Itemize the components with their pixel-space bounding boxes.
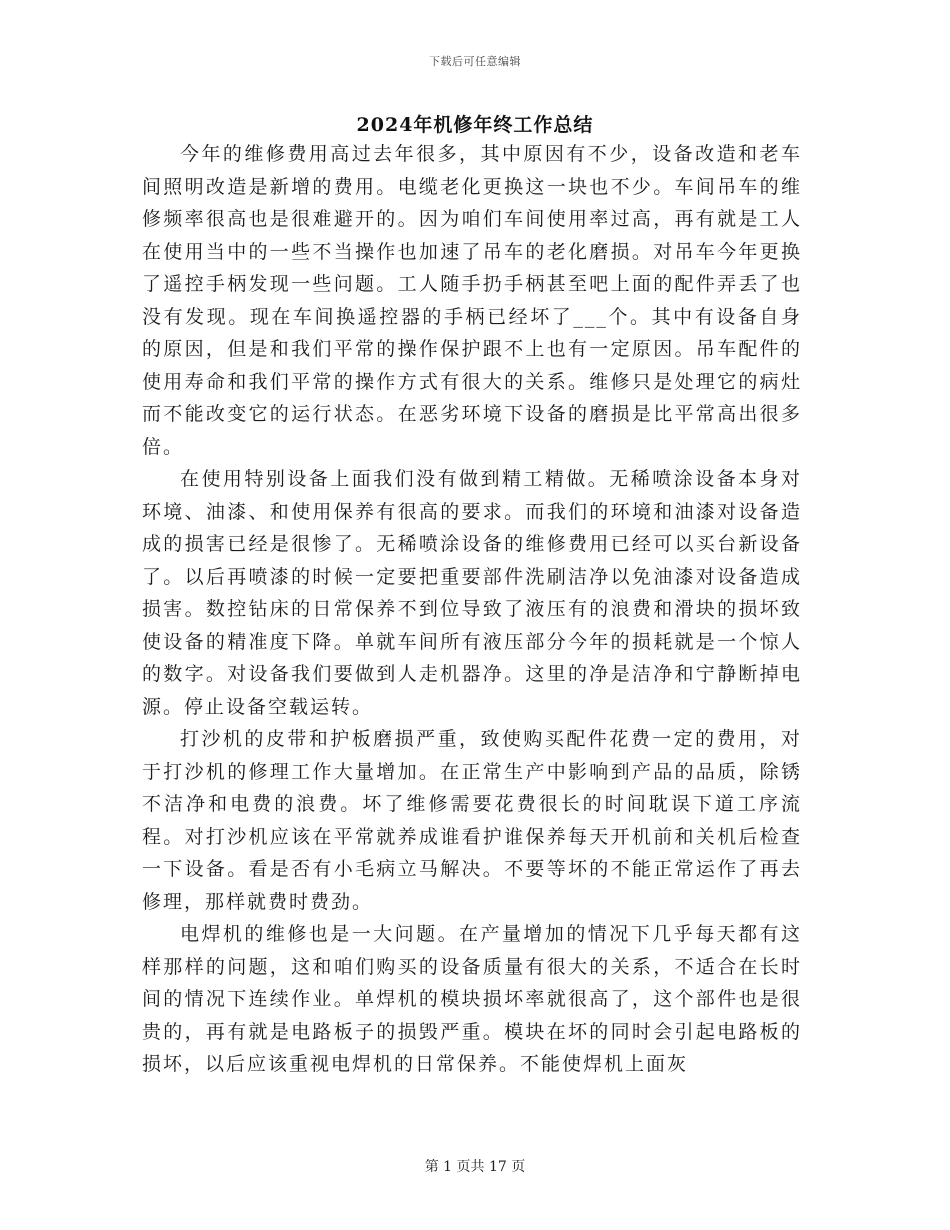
- page-footer: 第 1 页共 17 页: [424, 1159, 526, 1175]
- paragraph-crane-maintenance: 今年的维修费用高过去年很多，其中原因有不少，设备改造和老车间照明改造是新增的费用。电缆老化更换这一块也不少。车间吊车的维修频率很高也是很难避开的。因为咱们车间使用率过高，再有就是工人在使用当中的一些不当操作也加速了吊车的老化磨损。对吊车今年更换了遥控手柄发现一些问题。工人随手扔手柄甚至吧上面的配件弄丢了也没有发现。现在车间换遥控器的手柄已经坏了___个。其中有设备自身的原因，但是和我们平常的操作保护跟不上也有一定原因。吊车配件的使用寿命和我们平常的操作方式有很大的关系。维修只是处理它的病灶而不能改变它的运行状态。在恶劣环境下设备的磨损是比平常高出很多倍。: [142, 143, 802, 458]
- document-body: [142, 138, 802, 1081]
- paragraph-welder: 电焊机的维修也是一大问题。在产量增加的情况下几乎每天都有这样那样的问题，这和咱们购买的设备质量有很大的关系，不适合在长时间的情况下连续作业。单焊机的模块损坏率就很高了，这个部件也是很贵的，再有就是电路板子的损毁严重。模块在坏的同时会引起电路板的损坏，以后应该重视电焊机的日常保养。不能使焊机上面灰: [142, 923, 802, 1075]
- document-title: 2024年机修年终工作总结: [356, 114, 594, 136]
- paragraph-special-equipment: 在使用特别设备上面我们没有做到精工精做。无稀喷涂设备本身对环境、油漆、和使用保养有很高的要求。而我们的环境和油漆对设备造成的损害已经是很惨了。无稀喷涂设备的维修费用已经可以买台新设备了。以后再喷漆的时候一定要把重要部件洗刷洁净以免油漆对设备造成损害。数控钻床的日常保养不到位导致了液压有的浪费和滑块的损坏致使设备的精准度下降。单就车间所有液压部分今年的损耗就是一个惊人的数字。对设备我们要做到人走机器净。这里的净是洁净和宁静断掉电源。停止设备空载运转。: [142, 468, 802, 718]
- paragraph-sandblaster: 打沙机的皮带和护板磨损严重，致使购买配件花费一定的费用，对于打沙机的修理工作大量增加。在正常生产中影响到产品的品质，除锈不洁净和电费的浪费。坏了维修需要花费很长的时间耽误下道工序流程。对打沙机应该在平常就养成谁看护谁保养每天开机前和关机后检查一下设备。看是否有小毛病立马解决。不要等坏的不能正常运作了再去修理，那样就费时费劲。: [142, 728, 802, 913]
- header-note: 下载后可任意编辑: [429, 55, 521, 68]
